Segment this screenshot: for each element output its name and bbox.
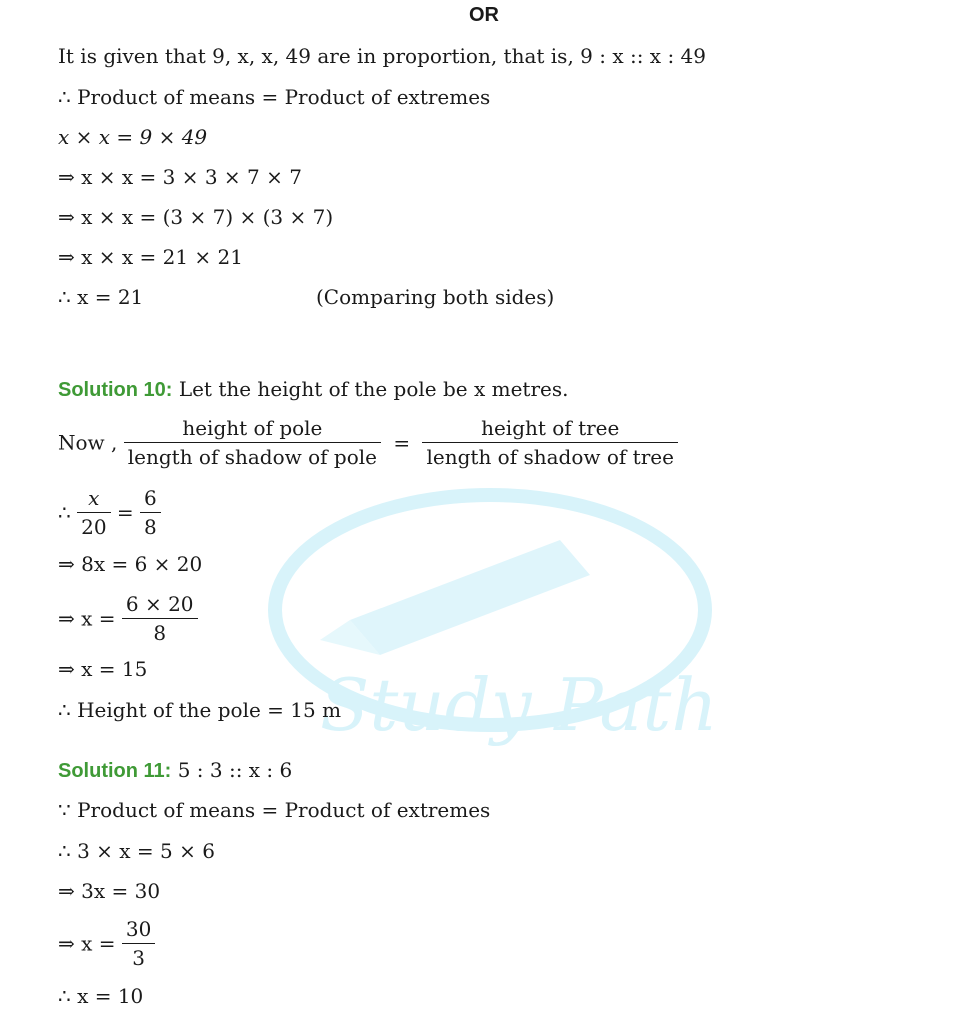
step-2: ⇒ x × x = 3 × 3 × 7 × 7 — [58, 165, 302, 189]
watermark-text: Study Path — [320, 663, 718, 747]
numerator-x: x — [77, 484, 110, 513]
sol10-result: ∴ Height of the pole = 15 m — [58, 698, 342, 722]
fraction-x-20 — [77, 484, 110, 541]
sol11-step-2: ⇒ 3x = 30 — [58, 879, 161, 903]
now-label: Now , — [58, 430, 118, 455]
solution-11-text: 5 : 3 :: x : 6 — [177, 758, 293, 782]
fraction-120-8 — [122, 590, 198, 647]
ratio-equation — [58, 414, 678, 471]
sol11-step-1: ∴ 3 × x = 5 × 6 — [58, 839, 215, 863]
solution-10-label: Solution 10: — [58, 379, 173, 401]
sol11-step-3-denominator: 3 — [132, 946, 145, 970]
step-1: x × x = 9 × 49 — [58, 125, 208, 149]
step-4: ⇒ x × x = 21 × 21 — [58, 245, 243, 269]
step-3: ⇒ x × x = (3 × 7) × (3 × 7) — [58, 205, 334, 229]
result-1: ∴ x = 21 — [58, 285, 144, 309]
sol11-step-3 — [58, 915, 155, 972]
sol10-step-2-numerator: 6 × 20 — [122, 590, 198, 619]
rhs-denominator: length of shadow of tree — [426, 445, 674, 469]
watermark-logo — [260, 480, 720, 780]
lhs-fraction — [124, 414, 381, 471]
sol10-step-2-prefix: ⇒ x = — [58, 606, 116, 631]
solution-11-heading — [58, 758, 292, 783]
intro-text: It is given that 9, x, x, 49 are in proportion, that is, 9 : x :: x : 49 — [58, 44, 706, 68]
sol11-step-3-numerator: 30 — [122, 915, 155, 944]
denominator-20: 20 — [81, 515, 107, 539]
sol11-rule: ∵ Product of means = Product of extremes — [58, 798, 491, 822]
sol10-step-3: ⇒ x = 15 — [58, 657, 148, 681]
equals-sign: = — [393, 430, 411, 455]
fraction-30-3 — [122, 915, 155, 972]
therefore-symbol: ∴ — [58, 500, 71, 525]
solution-10-text: Let the height of the pole be x metres. — [178, 377, 569, 401]
rhs-numerator: height of tree — [422, 414, 677, 443]
denominator-8: 8 — [144, 515, 157, 539]
comparing-note: (Comparing both sides) — [316, 285, 555, 309]
sol11-result: ∴ x = 10 — [58, 984, 144, 1008]
pen-icon — [320, 540, 590, 655]
solution-10-heading — [58, 377, 568, 402]
numerator-6: 6 — [140, 484, 161, 513]
or-heading: OR — [469, 4, 499, 26]
solution-11-label: Solution 11: — [58, 760, 172, 782]
sol11-step-3-prefix: ⇒ x = — [58, 931, 116, 956]
proportion-equation — [58, 484, 161, 541]
sol10-step-2-denominator: 8 — [153, 621, 167, 645]
equals-sign-2: = — [116, 500, 134, 525]
sol10-step-1: ⇒ 8x = 6 × 20 — [58, 552, 203, 576]
lhs-numerator: height of pole — [124, 414, 381, 443]
rule-text: ∴ Product of means = Product of extremes — [58, 85, 491, 109]
sol10-step-2 — [58, 590, 198, 647]
lhs-denominator: length of shadow of pole — [127, 445, 377, 469]
fraction-6-8 — [140, 484, 161, 541]
rhs-fraction — [422, 414, 677, 471]
